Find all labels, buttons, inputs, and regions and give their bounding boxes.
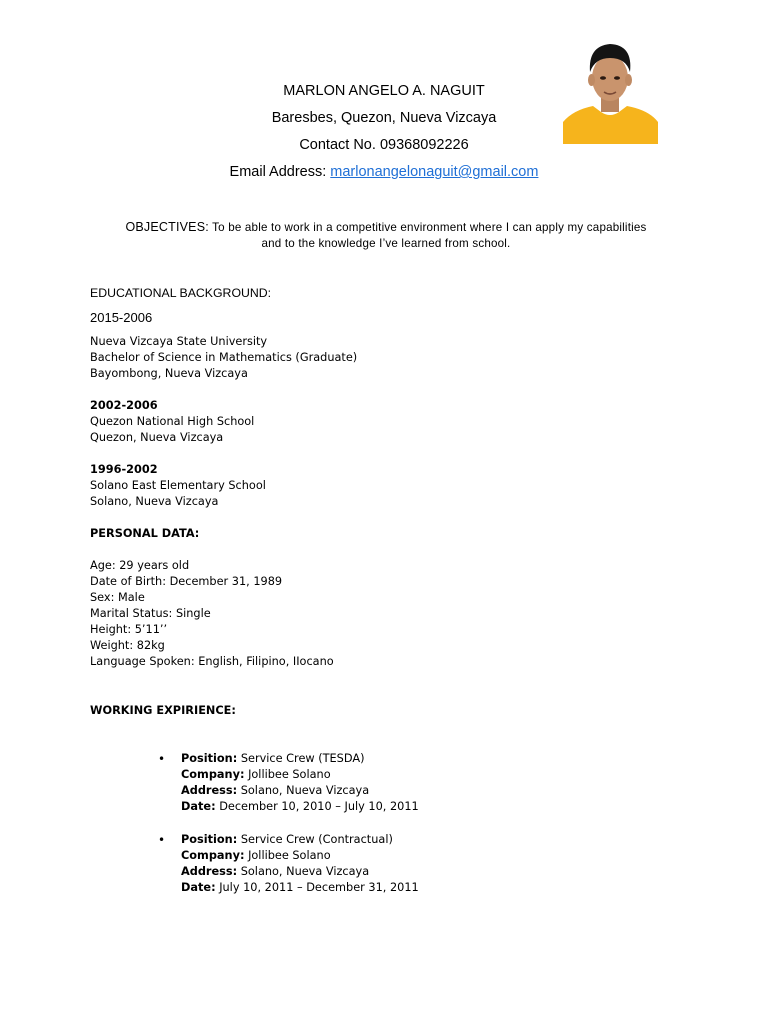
personal-field-language <box>90 654 334 670</box>
education-entry-2 <box>90 398 254 446</box>
objectives-label: OBJECTIVES: <box>125 220 209 234</box>
field-value: Service Crew (TESDA) <box>240 752 365 765</box>
education-entry-1 <box>90 334 357 382</box>
email-line <box>0 159 768 186</box>
school-location: Quezon, Nueva Vizcaya <box>90 431 224 444</box>
objectives-line-2: and to the knowledge I’ve learned from school. <box>261 237 511 250</box>
field-value: Male <box>118 591 145 604</box>
personal-field-marital <box>90 606 334 622</box>
field-label: Position: <box>181 833 238 846</box>
field-value: Jollibee Solano <box>248 849 331 862</box>
field-value: July 10, 2011 – December 31, 2011 <box>219 881 419 894</box>
personal-data-title: PERSONAL DATA: <box>90 527 200 540</box>
field-value: Solano, Nueva Vizcaya <box>240 865 370 878</box>
personal-field-birth <box>90 574 334 590</box>
job-address <box>181 864 419 880</box>
field-label: Company: <box>181 849 245 862</box>
education-years-1: 2015-2006 <box>90 310 153 325</box>
work-experience-list <box>158 751 419 913</box>
field-label: Weight: <box>90 639 134 652</box>
school-location: Bayombong, Nueva Vizcaya <box>90 367 248 380</box>
email-label: Email Address: <box>229 164 327 180</box>
personal-field-height <box>90 622 334 638</box>
job-address <box>181 783 419 799</box>
field-value: December 31, 1989 <box>169 575 283 588</box>
field-value: 29 years old <box>119 559 190 572</box>
job-company <box>181 848 419 864</box>
field-label: Position: <box>181 752 238 765</box>
bullet-icon: • <box>158 833 166 847</box>
contact-label: Contact No. <box>299 137 376 153</box>
school-name: Nueva Vizcaya State University <box>90 335 268 348</box>
field-value: 82kg <box>136 639 165 652</box>
field-label: Date: <box>181 881 216 894</box>
education-title: EDUCATIONAL BACKGROUND: <box>90 286 272 300</box>
personal-data-list <box>90 558 334 670</box>
field-label: Address: <box>181 784 238 797</box>
degree-name: Bachelor of Science in Mathematics (Graduate) <box>90 351 358 364</box>
field-value: Single <box>175 607 211 620</box>
school-location: Solano, Nueva Vizcaya <box>90 495 219 508</box>
field-label: Height: <box>90 623 132 636</box>
person-photo-icon <box>563 36 658 144</box>
school-name: Quezon National High School <box>90 415 255 428</box>
job-entry <box>158 832 419 896</box>
applicant-photo <box>563 36 658 144</box>
school-name: Solano East Elementary School <box>90 479 266 492</box>
email-link[interactable]: marlonangelonaguit@gmail.com <box>330 164 539 180</box>
bullet-icon: • <box>158 752 166 766</box>
applicant-name: MARLON ANGELO A. NAGUIT <box>283 83 485 99</box>
field-label: Sex: <box>90 591 115 604</box>
applicant-address: Baresbes, Quezon, Nueva Vizcaya <box>271 110 497 126</box>
education-entry-3 <box>90 462 266 510</box>
field-value: Service Crew (Contractual) <box>240 833 393 846</box>
field-label: Language Spoken: <box>90 655 195 668</box>
job-position <box>181 832 419 848</box>
field-label: Marital Status: <box>90 607 173 620</box>
personal-field-sex <box>90 590 334 606</box>
contact-number: 09368092226 <box>379 137 469 153</box>
education-years: 2002-2006 <box>90 399 158 412</box>
job-date <box>181 799 419 815</box>
field-label: Date: <box>181 800 216 813</box>
field-value: Jollibee Solano <box>248 768 331 781</box>
job-date <box>181 880 419 896</box>
field-label: Company: <box>181 768 245 781</box>
job-position <box>181 751 419 767</box>
field-value: English, Filipino, IIocano <box>198 655 334 668</box>
field-value: 5’11’’ <box>134 623 168 636</box>
job-company <box>181 767 419 783</box>
objectives-section <box>96 219 676 252</box>
work-experience-title: WORKING EXPIRIENCE: <box>90 704 236 717</box>
personal-field-age <box>90 558 334 574</box>
education-years: 1996-2002 <box>90 463 158 476</box>
objectives-text: To be able to work in a competitive environment where I can apply my capabilities <box>212 221 647 234</box>
field-label: Address: <box>181 865 238 878</box>
personal-field-weight <box>90 638 334 654</box>
field-label: Date of Birth: <box>90 575 167 588</box>
job-entry <box>158 751 419 815</box>
field-value: December 10, 2010 – July 10, 2011 <box>219 800 419 813</box>
field-label: Age: <box>90 559 116 572</box>
field-value: Solano, Nueva Vizcaya <box>240 784 370 797</box>
objectives-line-1 <box>96 219 676 236</box>
